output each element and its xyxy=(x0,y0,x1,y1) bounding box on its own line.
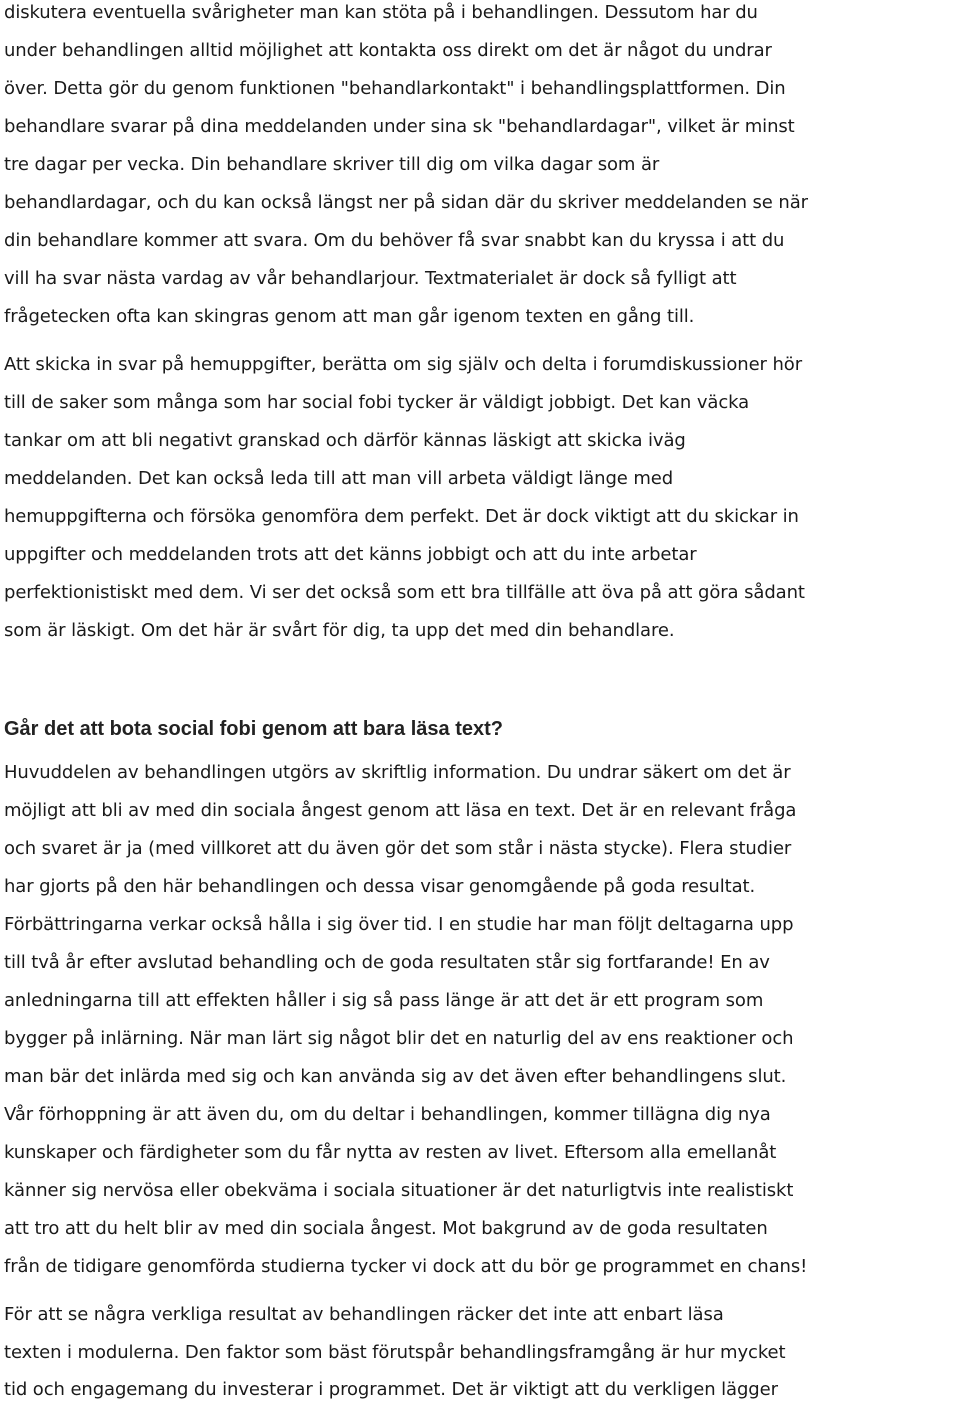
text-line: anledningarna till att effekten håller i sig så pass länge är att det är ett program som xyxy=(4,990,764,1011)
text-line: man bär det inlärda med sig och kan använda sig av det även efter behandlingens slut. xyxy=(4,1066,787,1087)
text-line: För att se några verkliga resultat av behandlingen räcker det inte att enbart läsa xyxy=(4,1304,724,1325)
text-line: under behandlingen alltid möjlighet att kontakta oss direkt om det är något du undrar xyxy=(4,40,772,61)
text-line: frågetecken ofta kan skingras genom att man går igenom texten en gång till. xyxy=(4,306,695,327)
text-line: och svaret är ja (med villkoret att du även gör det som står i nästa stycke). Flera studier xyxy=(4,838,792,859)
text-line: möjligt att bli av med din sociala ångest genom att läsa en text. Det är en relevant fråga xyxy=(4,800,797,821)
section-heading: Går det att bota social fobi genom att bara läsa text? xyxy=(4,718,503,740)
text-line: behandlare svarar på dina meddelanden under sina sk "behandlardagar", vilket är minst xyxy=(4,116,795,137)
text-line: till två år efter avslutad behandling och de goda resultaten står sig fortfarande! En av xyxy=(4,952,770,973)
text-line: hemuppgifterna och försöka genomföra dem perfekt. Det är dock viktigt att du skickar in xyxy=(4,506,799,527)
text-line: Vår förhoppning är att även du, om du deltar i behandlingen, kommer tillägna dig nya xyxy=(4,1104,771,1125)
text-line: över. Detta gör du genom funktionen "behandlarkontakt" i behandlingsplattformen. Din xyxy=(4,78,786,99)
text-line: tre dagar per vecka. Din behandlare skriver till dig om vilka dagar som är xyxy=(4,154,660,175)
text-line: till de saker som många som har social fobi tycker är väldigt jobbigt. Det kan väcka xyxy=(4,392,750,413)
text-line: bygger på inlärning. När man lärt sig något blir det en naturlig del av ens reaktioner och xyxy=(4,1028,794,1049)
text-line: texten i modulerna. Den faktor som bäst förutspår behandlingsframgång är hur mycket xyxy=(4,1342,786,1363)
text-line: Att skicka in svar på hemuppgifter, berätta om sig själv och delta i forumdiskussioner hör xyxy=(4,354,803,375)
text-line: Huvuddelen av behandlingen utgörs av skriftlig information. Du undrar säkert om det är xyxy=(4,762,791,783)
text-line: vill ha svar nästa vardag av vår behandlarjour. Textmaterialet är dock så fylligt att xyxy=(4,268,737,289)
text-line: som är läskigt. Om det här är svårt för dig, ta upp det med din behandlare. xyxy=(4,620,675,641)
text-line: uppgifter och meddelanden trots att det känns jobbigt och att du inte arbetar xyxy=(4,544,697,565)
text-line: från de tidigare genomförda studierna tycker vi dock att du bör ge programmet en chans! xyxy=(4,1256,808,1277)
text-line: har gjorts på den här behandlingen och dessa visar genomgående på goda resultat. xyxy=(4,876,756,897)
text-line: perfektionistiskt med dem. Vi ser det också som ett bra tillfälle att öva på att göra sådant xyxy=(4,582,805,603)
text-line: att tro att du helt blir av med din sociala ångest. Mot bakgrund av de goda resultaten xyxy=(4,1218,768,1239)
text-line: tid och engagemang du investerar i programmet. Det är viktigt att du verkligen lägger xyxy=(4,1379,778,1400)
text-line: kunskaper och färdigheter som du får nytta av resten av livet. Eftersom alla emellanåt xyxy=(4,1142,777,1163)
text-line: din behandlare kommer att svara. Om du behöver få svar snabbt kan du kryssa i att du xyxy=(4,230,785,251)
text-line: diskutera eventuella svårigheter man kan stöta på i behandlingen. Dessutom har du xyxy=(4,2,758,23)
text-line: meddelanden. Det kan också leda till att man vill arbeta väldigt länge med xyxy=(4,468,674,489)
text-line: tankar om att bli negativt granskad och därför kännas läskigt att skicka iväg xyxy=(4,430,686,451)
text-line: Förbättringarna verkar också hålla i sig över tid. I en studie har man följt deltagarna upp xyxy=(4,914,794,935)
text-line: behandlardagar, och du kan också längst ner på sidan där du skriver meddelanden se när xyxy=(4,192,808,213)
text-line: känner sig nervösa eller obekväma i sociala situationer är det naturligtvis inte realistiskt xyxy=(4,1180,794,1201)
